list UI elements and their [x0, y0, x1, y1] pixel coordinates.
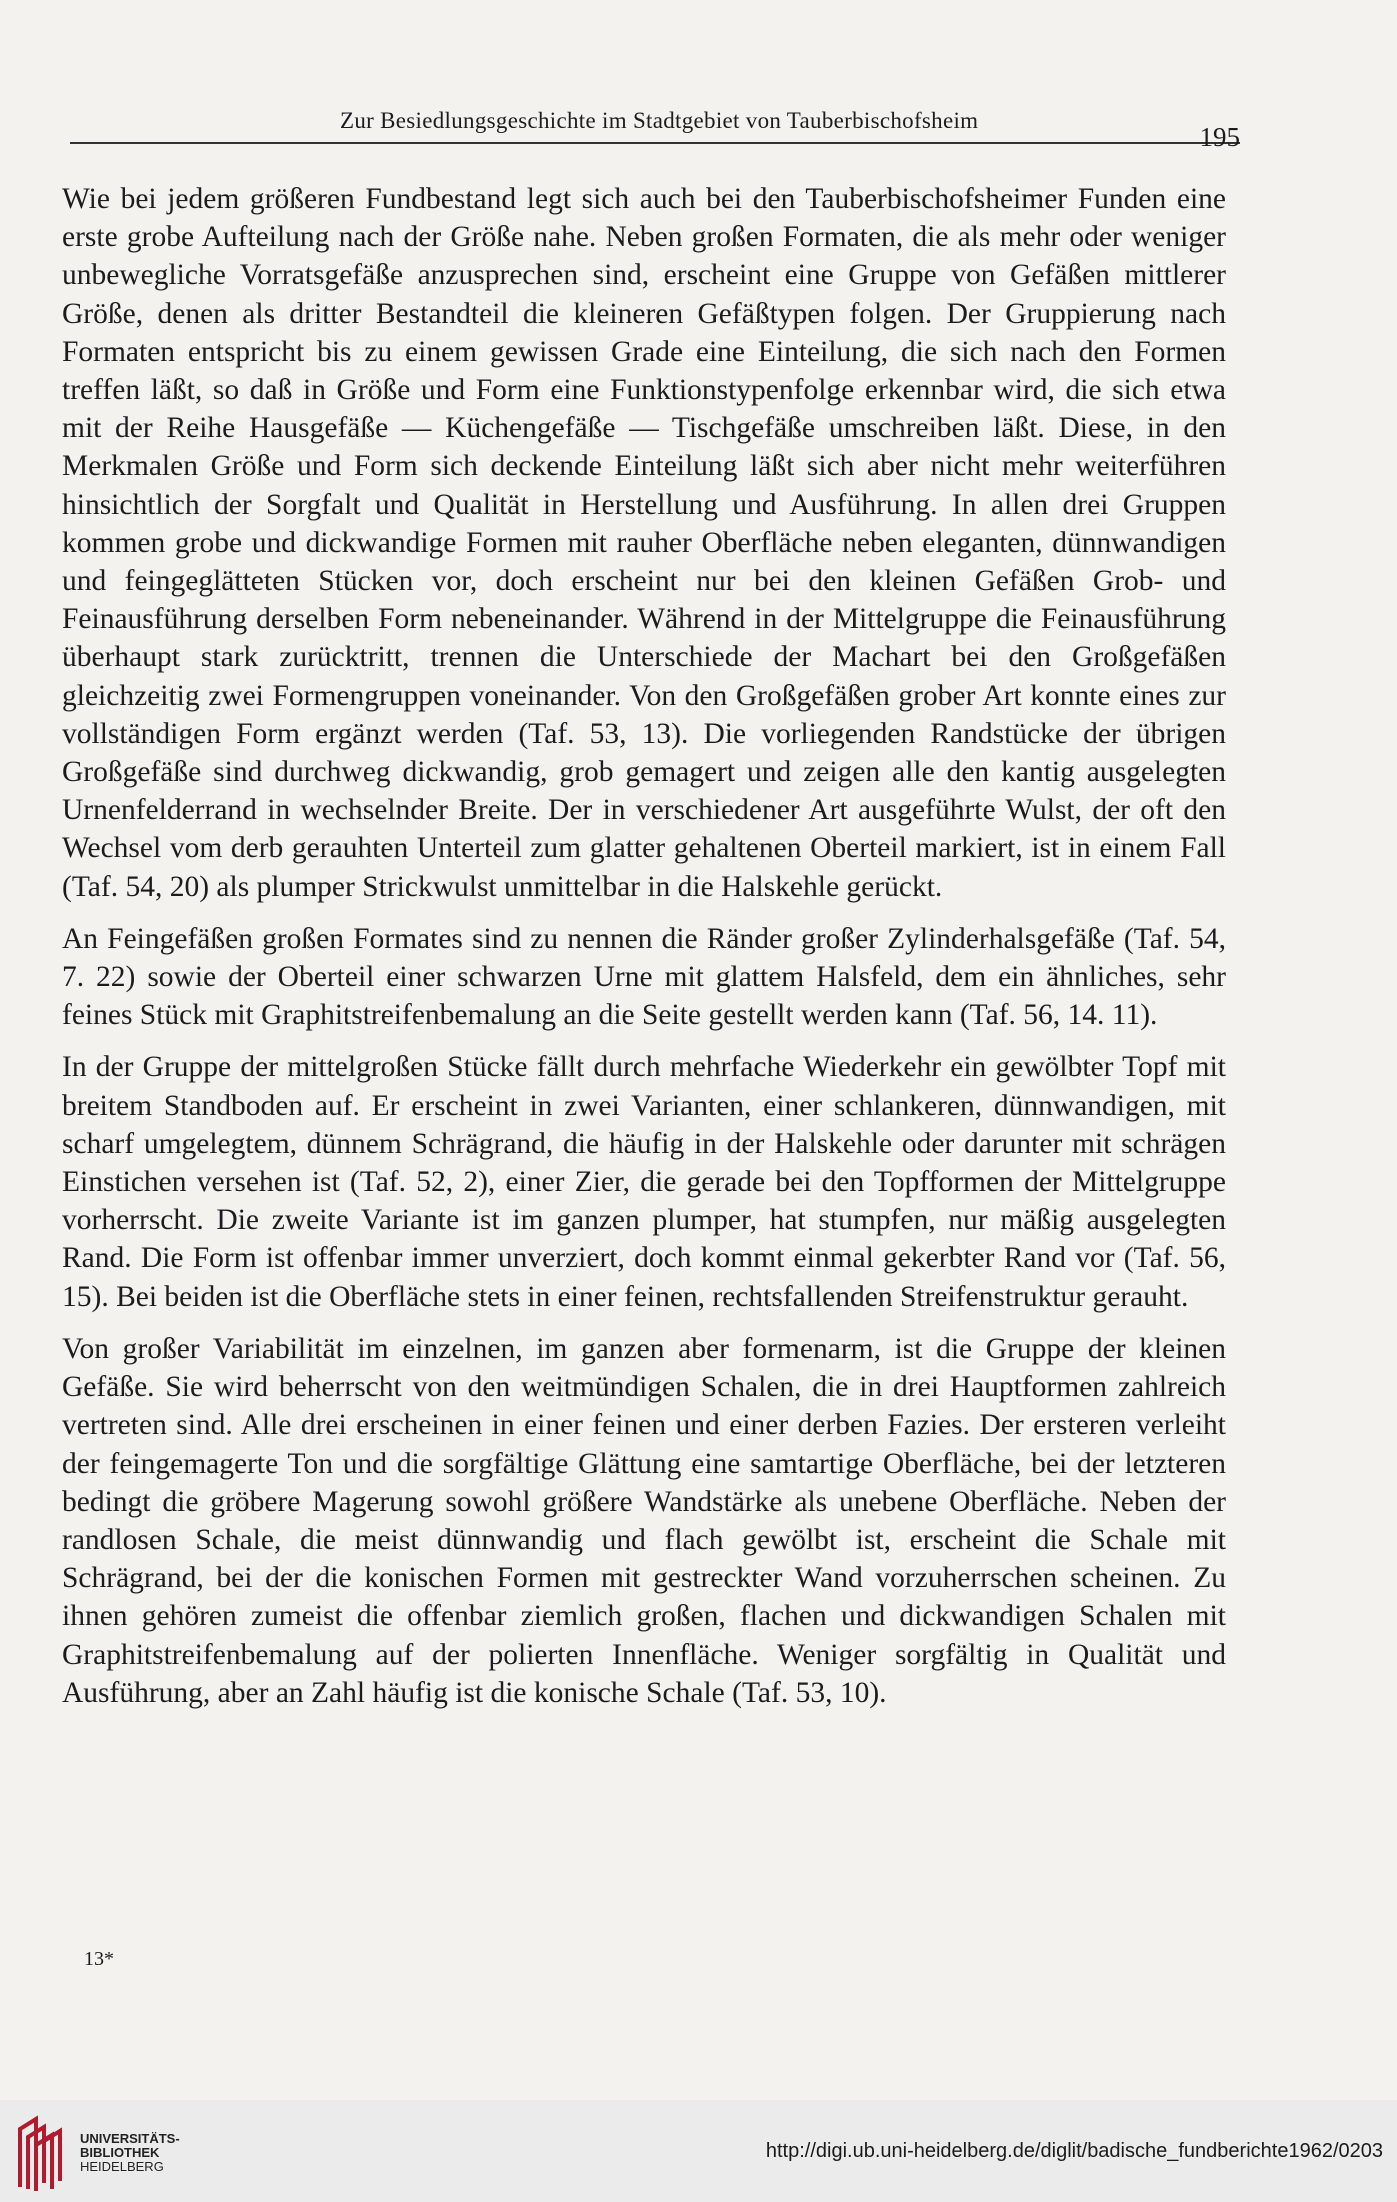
library-line-3: HEIDELBERG [80, 2159, 164, 2174]
page-number: 195 [1199, 122, 1240, 152]
library-logo-icon[interactable] [14, 2115, 68, 2191]
signature-mark: 13* [84, 1948, 114, 1970]
running-head [70, 104, 1240, 152]
library-line-2: BIBLIOTHEK [80, 2145, 160, 2160]
library-name [80, 2132, 180, 2174]
running-title: Zur Besiedlungsgeschichte im Stadtgebiet von Tauberbischofsheim [340, 108, 979, 133]
footer-bar [0, 2100, 1397, 2202]
paragraph-4: Von großer Variabilität im einzelnen, im ganzen aber formenarm, ist die Gruppe der kleinen Gefäße. Sie wird beherrscht von den weitmündigen Schalen, die in drei Hauptformen zahlreich vertreten sind. Alle drei erscheinen in einer feinen und einer derben Fazies. Der ersteren verleiht der feingemagerte Ton und die sorgfältige Glättung eine samtartige Oberfläche, bei der letzteren bedingt die gröbere Magerung sowohl größere Wandstärke als unebene Oberfläche. Neben der randlosen Schale, die meist dünnwandig und flach gewölbt ist, erscheint die Schale mit Schrägrand, bei der die konischen Formen mit gestreckter Wand vorzuherrschen scheinen. Zu ihnen gehören zumeist die offenbar ziemlich großen, flachen und dickwandigen Schalen mit Graphitstreifenbemalung auf der polierten Innenfläche. Weniger sorgfältig in Qualität und Ausführung, aber an Zahl häufig ist die konische Schale (Taf. 53, 10). [62, 1332, 1226, 1709]
library-line-1: UNIVERSITÄTS- [80, 2131, 180, 2146]
paragraph-2: An Feingefäßen großen Formates sind zu nennen die Ränder großer Zylinderhalsgefäße (Taf. 54, 7. 22) sowie der Oberteil einer schwarzen Urne mit glattem Halsfeld, dem ein ähnliches, sehr feines Stück mit Graphitstreifenbemalung an die Seite gestellt werden kann (Taf. 56, 14. 11). [62, 922, 1226, 1032]
paragraph-3: In der Gruppe der mittelgroßen Stücke fällt durch mehrfache Wiederkehr ein gewölbter Topf mit breitem Standboden auf. Er erscheint in zwei Varianten, einer schlankeren, dünnwandigen, mit scharf umgelegtem, dünnem Schrägrand, die häufig in der Halskehle oder darunter mit schrägen Einstichen versehen ist (Taf. 52, 2), einer Zier, die gerade bei den Topfformen der Mittelgruppe vorherrscht. Die zweite Variante ist im ganzen plumper, hat stumpfen, nur mäßig ausgelegten Rand. Die Form ist offenbar immer unverziert, doch kommt einmal gekerbter Rand vor (Taf. 56, 15). Bei beiden ist die Oberfläche stets in einer feinen, rechtsfallenden Streifenstruktur gerauht. [62, 1051, 1226, 1313]
permalink-url[interactable]: http://digi.ub.uni-heidelberg.de/diglit/badische_fundberichte1962/0203 [765, 2140, 1383, 2162]
body-text [62, 180, 1226, 1726]
paragraph-1: Wie bei jedem größeren Fundbestand legt sich auch bei den Tauberbischofsheimer Funden eine erste grobe Aufteilung nach der Größe nahe. Neben großen Formaten, die als mehr oder weniger unbewegliche Vorratsgefäße anzusprechen sind, erscheint eine Gruppe von Gefäßen mittlerer Größe, denen als dritter Bestandteil die kleineren Gefäßtypen folgen. Der Gruppierung nach Formaten entspricht bis zu einem gewissen Grade eine Einteilung, die sich nach den Formen treffen läßt, so daß in Größe und Form eine Funktionstypenfolge erkennbar wird, die sich etwa mit der Reihe Hausgefäße — Küchengefäße — Tischgefäße umschreiben läßt. Diese, in den Merkmalen Größe und Form sich deckende Einteilung läßt sich aber nicht mehr weiterführen hinsichtlich der Sorgfalt und Qualität in Herstellung und Ausführung. In allen drei Gruppen kommen grobe und dickwandige Formen mit rauher Oberfläche neben eleganten, dünnwandigen und feingeglätteten Stücken vor, doch erscheint nur bei den kleinen Gefäßen Grob- und Feinausführung derselben Form nebeneinander. Während in der Mittelgruppe die Feinausführung überhaupt stark zurücktritt, trennen die Unterschiede der Machart bei den Großgefäßen gleichzeitig zwei Formengruppen voneinander. Von den Großgefäßen grober Art konnte eines zur vollständigen Form ergänzt werden (Taf. 53, 13). Die vorliegenden Randstücke der übrigen Großgefäße sind durchweg dickwandig, grob gemagert und zeigen alle den kantig ausgelegten Urnenfelderrand in wechselnder Breite. Der in verschiedener Art ausgeführte Wulst, der oft den Wechsel vom derb gerauhten Unterteil zum glatter gehaltenen Oberteil markiert, ist in einem Fall (Taf. 54, 20) als plumper Strickwulst unmittelbar in die Halskehle gerückt. [62, 183, 1226, 903]
